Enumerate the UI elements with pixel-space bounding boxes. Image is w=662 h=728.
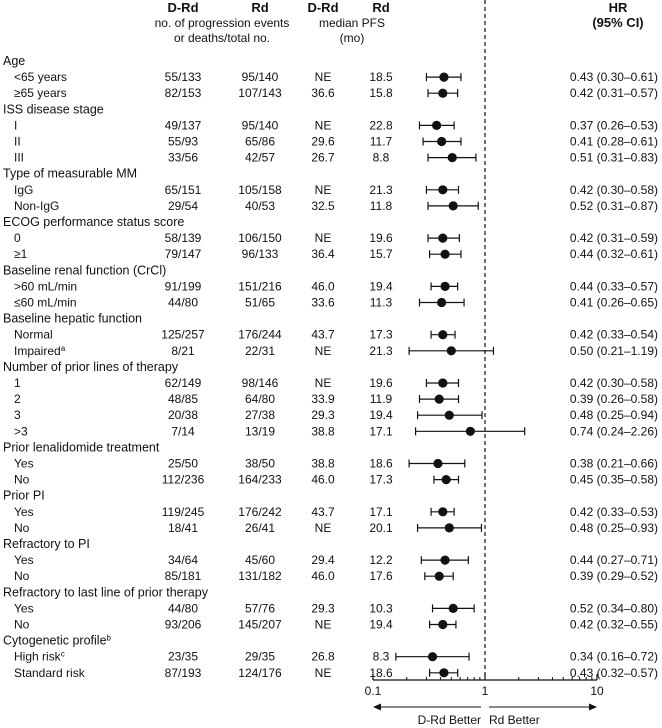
drd-median-pfs: NE [314, 343, 332, 358]
rd-events: 57/76 [244, 601, 276, 616]
row-label: 2 [14, 392, 21, 407]
subgroup-label: Number of prior lines of therapy [3, 359, 179, 374]
drd-median-pfs: 46.0 [311, 569, 335, 584]
subgroup-label: ISS disease stage [3, 102, 104, 117]
drd-median-pfs: 32.5 [311, 198, 335, 213]
rd-median-pfs: 8.3 [372, 649, 390, 664]
hr-point [439, 668, 448, 677]
drd-median-pfs: NE [314, 182, 332, 197]
drd-events: 82/153 [164, 86, 202, 101]
rd-events: 145/207 [238, 617, 282, 632]
row-label: 3 [14, 408, 21, 423]
rd-events: 107/143 [238, 86, 282, 101]
rd-median-pfs: 19.4 [369, 617, 393, 632]
hr-ci-text: 0.52 (0.31–0.87) [569, 198, 658, 213]
rd-events: 38/50 [244, 456, 276, 471]
hr-point [439, 73, 448, 82]
rd-median-pfs: 18.6 [369, 456, 393, 471]
header-drd-events: D-Rd [167, 0, 199, 15]
hr-ci-text: 0.50 (0.21–1.19) [569, 343, 658, 358]
drd-median-pfs: NE [314, 70, 332, 85]
drd-events: 55/133 [164, 70, 202, 85]
hr-point [433, 459, 442, 468]
hr-point [466, 427, 475, 436]
header-hr-ci: (95% CI) [592, 15, 644, 30]
rd-events: 106/150 [238, 231, 282, 246]
hr-ci-text: 0.43 (0.32–0.57) [569, 665, 658, 680]
drd-median-pfs: 43.7 [311, 327, 335, 342]
row-label: Yes [14, 553, 34, 568]
drd-events: 8/21 [171, 343, 195, 358]
rd-median-pfs: 8.8 [372, 150, 390, 165]
rd-median-pfs: 11.3 [369, 295, 393, 310]
hr-ci-text: 0.42 (0.33–0.53) [569, 504, 658, 519]
header-pfs-sub2: (mo) [339, 31, 365, 45]
rd-median-pfs: 11.8 [369, 198, 393, 213]
rd-median-pfs: 17.1 [369, 424, 393, 439]
forest-rows [3, 54, 658, 680]
hr-point [438, 330, 447, 339]
favors-right-label: Rd Better [489, 713, 540, 727]
drd-events: 18/41 [167, 520, 199, 535]
rd-events: 176/242 [238, 504, 282, 519]
rd-events: 22/31 [244, 343, 276, 358]
hr-point [445, 411, 454, 420]
hr-point [438, 378, 447, 387]
subgroup-label: Prior lenalidomide treatment [3, 440, 160, 455]
drd-median-pfs: 26.7 [311, 150, 335, 165]
rd-median-pfs: 15.7 [369, 247, 393, 262]
header-events-sub1: no. of progression events [154, 16, 290, 30]
rd-median-pfs: 22.8 [369, 118, 393, 133]
x-tick-label: 1 [481, 684, 489, 698]
drd-median-pfs: 46.0 [311, 472, 335, 487]
header-drd-pfs: D-Rd [307, 0, 339, 15]
hr-point [438, 620, 447, 629]
drd-median-pfs: NE [314, 118, 332, 133]
row-label: No [14, 617, 30, 632]
hr-ci-text: 0.42 (0.32–0.55) [569, 617, 658, 632]
subgroup-label: Refractory to last line of prior therapy [3, 585, 208, 600]
favors-left-arrowhead [373, 704, 381, 711]
drd-median-pfs: 38.8 [311, 456, 335, 471]
rd-events: 164/233 [238, 472, 282, 487]
hr-point [437, 137, 446, 146]
rd-events: 45/60 [244, 553, 276, 568]
subgroup-label: Baseline hepatic function [3, 311, 142, 326]
drd-events: 23/35 [167, 649, 199, 664]
row-label: II [14, 134, 21, 149]
drd-events: 29/54 [167, 198, 199, 213]
rd-events: 65/86 [244, 134, 276, 149]
hr-ci-text: 0.52 (0.34–0.80) [569, 601, 658, 616]
x-tick-label: 10 [590, 684, 604, 698]
row-label: Yes [14, 504, 34, 519]
hr-point [428, 652, 437, 661]
row-label: ≥1 [14, 247, 28, 262]
rd-events: 151/216 [238, 279, 282, 294]
drd-median-pfs: NE [314, 231, 332, 246]
subgroup-label: Refractory to PI [3, 537, 90, 551]
hr-ci-text: 0.48 (0.25–0.93) [569, 520, 658, 535]
drd-median-pfs: NE [314, 520, 332, 535]
rd-median-pfs: 19.6 [369, 376, 393, 390]
row-label: No [14, 520, 30, 535]
header-rd-pfs: Rd [372, 0, 390, 15]
hr-ci-text: 0.51 (0.31–0.83) [569, 150, 658, 165]
drd-events: 49/137 [164, 118, 202, 133]
row-label: No [14, 569, 30, 584]
rd-events: 40/53 [244, 198, 276, 213]
drd-median-pfs: 26.8 [311, 649, 335, 664]
rd-median-pfs: 10.3 [369, 601, 393, 616]
hr-ci-text: 0.44 (0.33–0.57) [569, 279, 658, 294]
rd-events: 64/80 [244, 392, 276, 407]
drd-events: 20/38 [167, 408, 199, 423]
rd-median-pfs: 21.3 [369, 343, 393, 358]
footnote-marker: a [60, 343, 66, 353]
rd-events: 95/140 [241, 118, 279, 133]
drd-events: 87/193 [164, 665, 202, 680]
rd-events: 13/19 [244, 424, 276, 439]
rd-median-pfs: 17.1 [369, 504, 393, 519]
drd-events: 125/257 [161, 327, 205, 342]
subgroup-label: Baseline renal function (CrCl) [3, 263, 167, 278]
drd-events: 58/139 [164, 231, 202, 246]
drd-events: 34/64 [167, 553, 199, 568]
hr-ci-text: 0.42 (0.30–0.58) [569, 182, 658, 197]
row-label: III [14, 150, 25, 165]
drd-events: 25/50 [167, 456, 199, 471]
row-label: I [14, 118, 18, 133]
hr-ci-text: 0.42 (0.33–0.54) [569, 327, 658, 342]
row-label: ≤60 mL/min [14, 295, 77, 310]
row-label: >60 mL/min [14, 279, 78, 294]
row-label: Non-IgG [14, 198, 60, 213]
drd-median-pfs: 33.9 [311, 392, 335, 407]
hr-ci-text: 0.48 (0.25–0.94) [569, 408, 658, 423]
subgroup-label: Type of measurable MM [3, 166, 138, 181]
rd-median-pfs: 12.2 [369, 553, 393, 568]
drd-events: 112/236 [161, 472, 205, 487]
drd-events: 62/149 [164, 376, 202, 390]
hr-ci-text: 0.41 (0.26–0.65) [569, 295, 658, 310]
hr-point [435, 395, 444, 404]
rd-events: 29/35 [244, 649, 276, 664]
hr-point [438, 507, 447, 516]
drd-median-pfs: NE [314, 617, 332, 632]
drd-events: 91/199 [164, 279, 202, 294]
drd-median-pfs: 29.3 [311, 601, 335, 616]
rd-median-pfs: 11.7 [369, 134, 393, 149]
hr-point [432, 121, 441, 130]
hr-ci-text: 0.43 (0.30–0.61) [569, 70, 658, 85]
hr-point [437, 298, 446, 307]
footnote-marker: c [60, 649, 65, 659]
drd-events: 85/181 [164, 569, 202, 584]
column-headers [155, 0, 644, 45]
rd-median-pfs: 17.3 [369, 327, 393, 342]
header-pfs-sub1: median PFS [318, 16, 386, 30]
drd-events: 44/80 [167, 601, 199, 616]
header-events-sub2: or deaths/total no. [173, 31, 271, 45]
subgroup-label: Age [3, 54, 26, 68]
drd-median-pfs: 29.3 [311, 408, 335, 423]
subgroup-label: Cytogenetic profile$^b$ [3, 633, 111, 648]
drd-median-pfs: 46.0 [311, 279, 335, 294]
rd-events: 131/182 [238, 569, 282, 584]
drd-median-pfs: 29.4 [311, 553, 335, 568]
rd-median-pfs: 18.6 [369, 665, 393, 680]
hr-ci-text: 0.37 (0.26–0.53) [569, 118, 658, 133]
row-label: Impaired$^a$ [14, 343, 66, 358]
x-tick-label: 0.1 [364, 684, 382, 698]
hr-point [445, 523, 454, 532]
hr-ci-text: 0.44 (0.32–0.61) [569, 247, 658, 262]
drd-median-pfs: 33.6 [311, 295, 335, 310]
row-label: No [14, 472, 30, 487]
x-axis [365, 0, 604, 727]
row-label: Yes [14, 601, 34, 616]
hr-point [435, 572, 444, 581]
hr-point [440, 556, 449, 565]
drd-events: 33/56 [167, 150, 199, 165]
drd-events: 55/93 [167, 134, 199, 149]
hr-point [449, 604, 458, 613]
header-hr: HR [608, 0, 628, 15]
hr-ci-text: 0.39 (0.26–0.58) [569, 392, 658, 407]
hr-ci-text: 0.41 (0.28–0.61) [569, 134, 658, 149]
drd-median-pfs: 36.4 [311, 247, 335, 262]
rd-median-pfs: 17.6 [369, 569, 393, 584]
rd-events: 96/133 [241, 247, 279, 262]
hr-point [438, 89, 447, 98]
header-rd-events: Rd [251, 0, 269, 15]
row-label: Normal [14, 327, 53, 342]
rd-events: 51/65 [244, 295, 276, 310]
hr-point [438, 234, 447, 243]
drd-median-pfs: NE [314, 376, 332, 390]
rd-median-pfs: 11.9 [369, 392, 393, 407]
row-label: Yes [14, 456, 34, 471]
favors-right-arrowhead [589, 704, 597, 711]
hr-ci-text: 0.42 (0.31–0.59) [569, 231, 658, 246]
subgroup-label: Prior PI [3, 488, 45, 503]
row-label: 1 [14, 376, 21, 390]
rd-events: 124/176 [238, 665, 282, 680]
drd-events: 65/151 [164, 182, 202, 197]
drd-events: 48/85 [167, 392, 199, 407]
hr-point [449, 201, 458, 210]
rd-events: 176/244 [238, 327, 282, 342]
hr-ci-text: 0.42 (0.31–0.57) [569, 86, 658, 101]
hr-point [440, 282, 449, 291]
rd-median-pfs: 19.4 [369, 408, 393, 423]
hr-ci-text: 0.38 (0.21–0.66) [569, 456, 658, 471]
drd-median-pfs: 43.7 [311, 504, 335, 519]
drd-events: 79/147 [164, 247, 202, 262]
hr-ci-text: 0.42 (0.30–0.58) [569, 376, 658, 390]
hr-point [447, 346, 456, 355]
hr-ci-text: 0.74 (0.24–2.26) [569, 424, 658, 439]
drd-events: 7/14 [171, 424, 195, 439]
drd-events: 119/245 [161, 504, 205, 519]
hr-ci-text: 0.34 (0.16–0.72) [569, 649, 658, 664]
rd-median-pfs: 21.3 [369, 182, 393, 197]
row-label: >3 [14, 424, 28, 439]
rd-median-pfs: 17.3 [369, 472, 393, 487]
row-label: IgG [14, 182, 34, 197]
row-label: ≥65 years [14, 86, 67, 101]
hr-point [448, 153, 457, 162]
hr-point [440, 250, 449, 259]
drd-median-pfs: 38.8 [311, 424, 335, 439]
subgroup-label: ECOG performance status score [3, 215, 185, 229]
hr-ci-text: 0.44 (0.27–0.71) [569, 553, 658, 568]
rd-median-pfs: 19.4 [369, 279, 393, 294]
rd-median-pfs: 18.5 [369, 70, 393, 85]
row-label: Standard risk [14, 665, 85, 680]
rd-events: 26/41 [244, 520, 276, 535]
rd-events: 105/158 [238, 182, 282, 197]
rd-median-pfs: 20.1 [369, 520, 393, 535]
row-label: <65 years [14, 70, 68, 85]
rd-events: 98/146 [241, 376, 279, 390]
drd-median-pfs: 29.6 [311, 134, 335, 149]
drd-median-pfs: NE [314, 665, 332, 680]
drd-events: 44/80 [167, 295, 199, 310]
rd-events: 95/140 [241, 70, 279, 85]
row-label: 0 [14, 231, 21, 246]
hr-ci-text: 0.39 (0.29–0.52) [569, 569, 658, 584]
rd-median-pfs: 15.8 [369, 86, 393, 101]
hr-point [438, 185, 447, 194]
favors-left-label: D-Rd Better [417, 713, 481, 727]
rd-events: 27/38 [244, 408, 276, 423]
rd-median-pfs: 19.6 [369, 231, 393, 246]
hr-point [442, 475, 451, 484]
hr-ci-text: 0.45 (0.35–0.58) [569, 472, 658, 487]
drd-events: 93/206 [164, 617, 202, 632]
footnote-marker: b [106, 633, 111, 643]
row-label: High risk$^c$ [14, 649, 65, 664]
rd-events: 42/57 [244, 150, 276, 165]
drd-median-pfs: 36.6 [311, 86, 335, 101]
